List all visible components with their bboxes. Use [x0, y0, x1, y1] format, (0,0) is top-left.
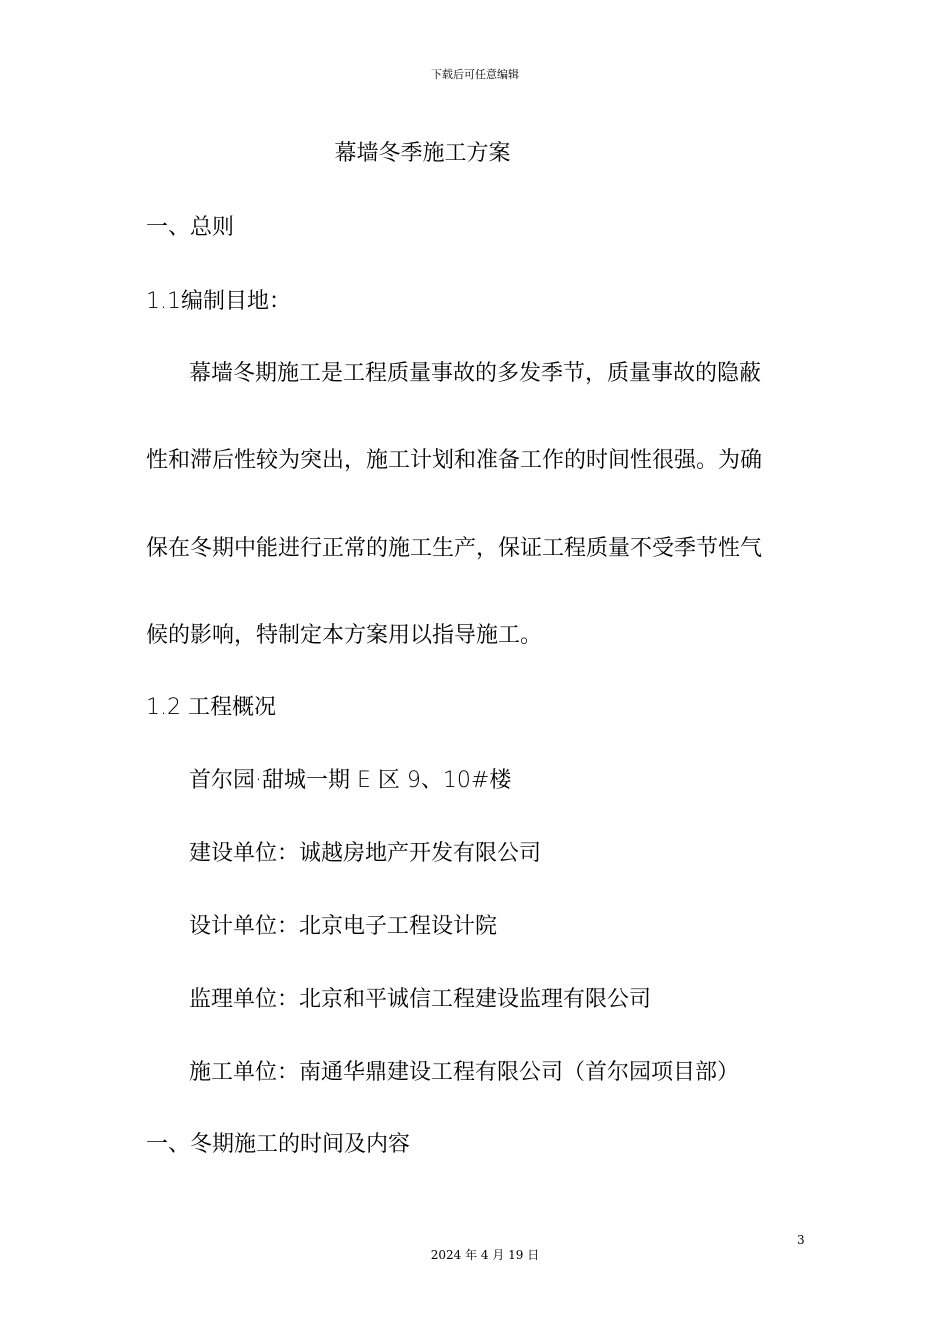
design-unit: 设计单位：北京电子工程设计院 — [189, 914, 498, 939]
paragraph-line: 性和滞后性较为突出，施工计划和准备工作的时间性很强。为确 — [146, 448, 763, 473]
section-heading-winter-schedule: 一、冬期施工的时间及内容 — [146, 1132, 411, 1157]
paragraph-line: 候的影响，特制定本方案用以指导施工。 — [146, 623, 543, 648]
footer-date: 2024 年 4 月 19 日 — [430, 1248, 540, 1262]
page-number: 3 — [797, 1233, 805, 1247]
construction-owner: 建设单位：诚越房地产开发有限公司 — [189, 841, 542, 866]
header-note: 下载后可任意编辑 — [431, 68, 519, 81]
paragraph-line: 保在冬期中能进行正常的施工生产，保证工程质量不受季节性气 — [146, 536, 763, 561]
project-name: 首尔园·甜城一期 E 区 9、10#楼 — [189, 768, 512, 793]
section-heading-general: 一、总则 — [146, 215, 235, 240]
document-title: 幕墙冬季施工方案 — [334, 141, 511, 166]
paragraph-line: 幕墙冬期施工是工程质量事故的多发季节，质量事故的隐蔽 — [189, 361, 762, 386]
subsection-heading-overview: 1.2 工程概况 — [146, 695, 276, 720]
subsection-heading-purpose: 1.1编制目地： — [146, 289, 291, 314]
contractor-unit: 施工单位：南通华鼎建设工程有限公司（首尔园项目部） — [189, 1060, 740, 1085]
supervision-unit: 监理单位：北京和平诚信工程建设监理有限公司 — [189, 987, 652, 1012]
